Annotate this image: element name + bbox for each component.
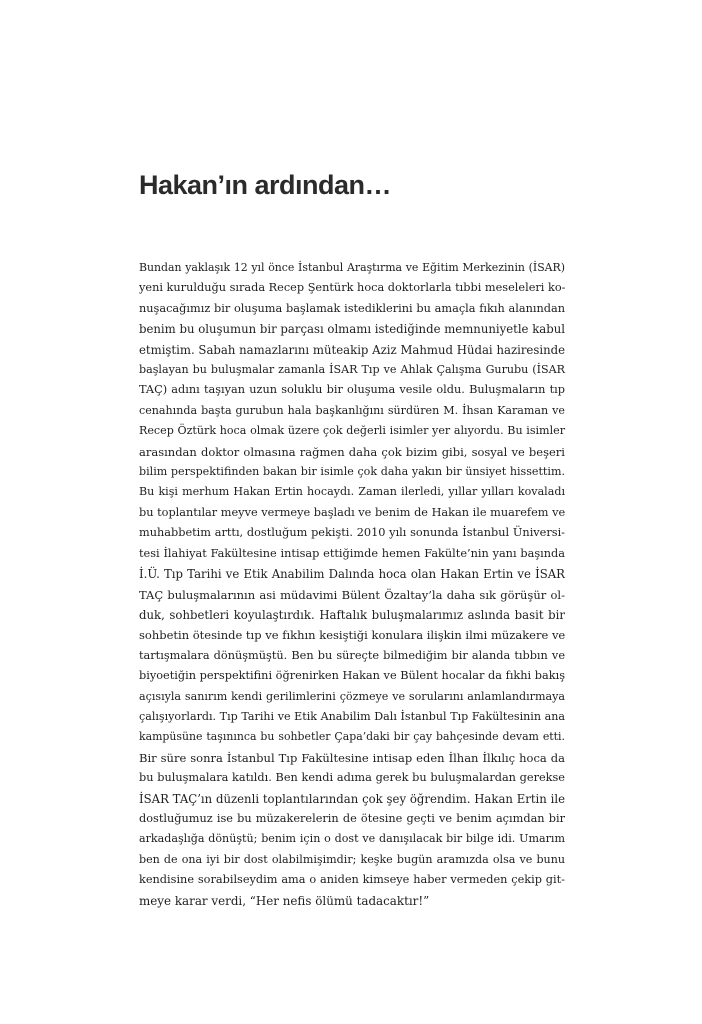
paragraph-line: İSAR TAÇ’ın düzenli toplantılarından çok şey öğrendim. Hakan Ertin ile <box>139 791 565 806</box>
paragraph-line: açısıyla sanırım kendi gerilimlerini çözmeye ve sorularını anlamlandırmaya <box>139 689 565 703</box>
paragraph-line: duk, sohbetleri koyulaştırdık. Haftalık buluşmalarımız aslında basit bir <box>139 607 565 622</box>
body-paragraph <box>139 258 565 911</box>
paragraph-line: İ.Ü. Tıp Tarihi ve Etik Anabilim Dalında hoca olan Hakan Ertin ve İSAR <box>139 567 565 582</box>
paragraph-line: muhabbetim arttı, dostluğum pekişti. 2010 yılı sonunda İstanbul Üniversi- <box>139 526 565 540</box>
paragraph-line: Bu kişi merhum Hakan Ertin hocaydı. Zaman ilerledi, yıllar yılları kovaladı <box>139 485 565 499</box>
paragraph-line: dostluğumuz ise bu müzakerelerin de ötesine geçti ve benim açımdan bir <box>139 811 565 825</box>
paragraph-line: benim bu oluşumun bir parçası olmamı istediğinde memnuniyetle kabul <box>139 322 565 337</box>
paragraph-line: arkadaşlığa dönüştü; benim için o dost ve danışılacak bir bilge idi. Umarım <box>139 832 565 846</box>
paragraph-line: bu buluşmalara katıldı. Ben kendi adıma gerek bu buluşmalardan gerekse <box>139 771 565 785</box>
paragraph-line: Recep Öztürk hoca olmak üzere çok değerli isimler yer alıyordu. Bu isimler <box>139 424 565 438</box>
paragraph-line: etmiştim. Sabah namazlarını müteakip Aziz Mahmud Hüdai haziresinde <box>139 342 565 357</box>
paragraph-line: Bir süre sonra İstanbul Tıp Fakültesine intisap eden İlhan İlkılıç hoca da <box>139 750 565 765</box>
paragraph-line: meye karar verdi, “Her nefis ölümü tadacaktır!” <box>139 893 430 908</box>
paragraph-line: sohbetin ötesinde tıp ve fıkhın kesiştiği konulara ilişkin ilmi müzakere ve <box>139 628 566 643</box>
page-title: Hakan’ın ardından… <box>139 170 392 200</box>
paragraph-line: çalışıyorlardı. Tıp Tarihi ve Etik Anabilim Dalı İstanbul Tıp Fakültesinin ana <box>139 709 565 723</box>
paragraph-line: tartışmalara dönüşmüştü. Ben bu süreçte bilmediğim bir alanda tıbbın ve <box>139 648 565 662</box>
paragraph-line: TAÇ buluşmalarının asi müdavimi Bülent Özaltay’la daha sık görüşür ol- <box>139 587 565 602</box>
paragraph-line: Bundan yaklaşık 12 yıl önce İstanbul Araştırma ve Eğitim Merkezinin (İSAR) <box>139 261 565 274</box>
paragraph-line: bu toplantılar meyve vermeye başladı ve benim de Hakan ile muarefem ve <box>139 505 566 519</box>
paragraph-line: başlayan bu buluşmalar zamanla İSAR Tıp ve Ahlak Çalışma Gurubu (İSAR <box>139 363 565 377</box>
paragraph-line: cenahında başta gurubun hala başkanlığını sürdüren M. İhsan Karaman ve <box>139 403 565 417</box>
paragraph-line: kendisine sorabilseydim ama o aniden kimseye haber vermeden çekip git- <box>139 873 565 887</box>
paragraph-line: ben de ona iyi bir dost olabilmişimdir; keşke bugün aramızda olsa ve bunu <box>139 852 565 866</box>
paragraph-line: nuşacağımız bir oluşuma başlamak istediklerini bu amaçla fıkıh alanından <box>139 301 565 315</box>
paragraph-line: arasından doktor olmasına rağmen daha çok bizim gibi, sosyal ve beşeri <box>139 444 565 459</box>
paragraph-line: tesi İlahiyat Fakültesine intisap ettiğimde hemen Fakülte’nin yanı başında <box>139 546 565 560</box>
paragraph-line: TAÇ) adını taşıyan uzun soluklu bir oluşuma vesile oldu. Buluşmaların tıp <box>139 383 565 397</box>
paragraph-line: yeni kurulduğu sırada Recep Şentürk hoca doktorlarla tıbbi meseleleri ko- <box>139 281 566 295</box>
paragraph-line: bilim perspektifinden bakan bir isimle çok daha yakın bir ünsiyet hissettim. <box>139 465 565 479</box>
paragraph-line: kampüsüne taşınınca bu sohbetler Çapa’daki bir çay bahçesinde devam etti. <box>139 730 565 744</box>
paragraph-line: biyoetiğin perspektifini öğrenirken Hakan ve Bülent hocalar da fıkhi bakış <box>139 669 565 683</box>
